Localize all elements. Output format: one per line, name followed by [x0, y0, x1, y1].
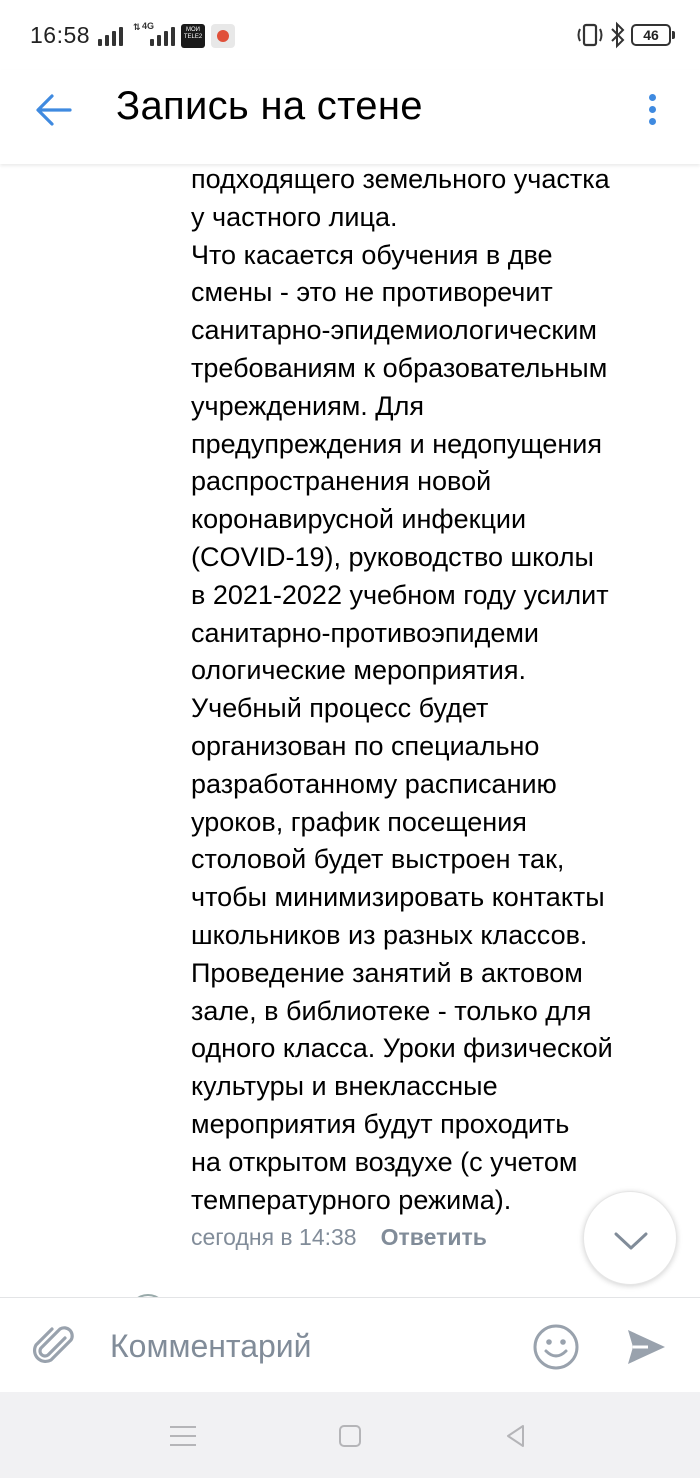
network-type-label: 4G	[142, 21, 155, 31]
battery-indicator: 46	[631, 24, 671, 46]
signal-icon-2	[150, 24, 175, 46]
tele2-app-icon: МОИ TELE2	[181, 24, 205, 48]
menu-icon[interactable]	[170, 1424, 196, 1448]
signal-icon	[98, 24, 123, 46]
notification-app-icon	[211, 24, 235, 48]
status-bar	[0, 0, 700, 70]
comment-meta	[191, 1224, 487, 1251]
comment-body-text: подходящего земельного участка у частного лица. Что касается обучения в две смены - это не противоречит санитарно-эпидемиологическим требованиям к образовательным учреждениям. Для предупреждения и недопущения распространения новой коронавирусной инфекции (COVID-19), руководство школы в 2021-2022 учебном году усилит санитарно-противоэпидеми ологические мероприятия. Учебный процесс будет организован по специально разработанному расписанию уроков, график посещения столовой будет выстроен так, чтобы минимизировать контакты школьников из разных классов. Проведение занятий в актовом зале, в библиотеке - только для одного класса. Уроки физической культуры и внеклассные мероприятия будут проходить на открытом воздухе (с учетом температурного режима).	[191, 164, 613, 1215]
top-app-bar	[0, 70, 700, 164]
reply-button[interactable]: Ответить	[380, 1224, 487, 1250]
smile-icon[interactable]	[532, 1323, 580, 1371]
paperclip-icon[interactable]	[32, 1321, 78, 1371]
status-time: 16:58	[30, 22, 91, 48]
arrow-left-icon[interactable]	[30, 90, 80, 130]
send-icon[interactable]	[624, 1325, 668, 1369]
more-vertical-icon[interactable]	[638, 90, 668, 130]
vibrate-icon	[575, 22, 605, 48]
bluetooth-icon	[610, 21, 626, 49]
system-nav-bar	[0, 1392, 700, 1478]
data-arrows-icon: ⇅	[133, 22, 141, 32]
back-triangle-icon[interactable]	[503, 1423, 529, 1449]
comment-timestamp: сегодня в 14:38	[191, 1224, 357, 1250]
comment-composer	[0, 1297, 700, 1392]
comment-input[interactable]	[110, 1326, 510, 1366]
home-square-icon[interactable]	[339, 1425, 361, 1447]
page-title: Запись на стене	[116, 84, 423, 128]
